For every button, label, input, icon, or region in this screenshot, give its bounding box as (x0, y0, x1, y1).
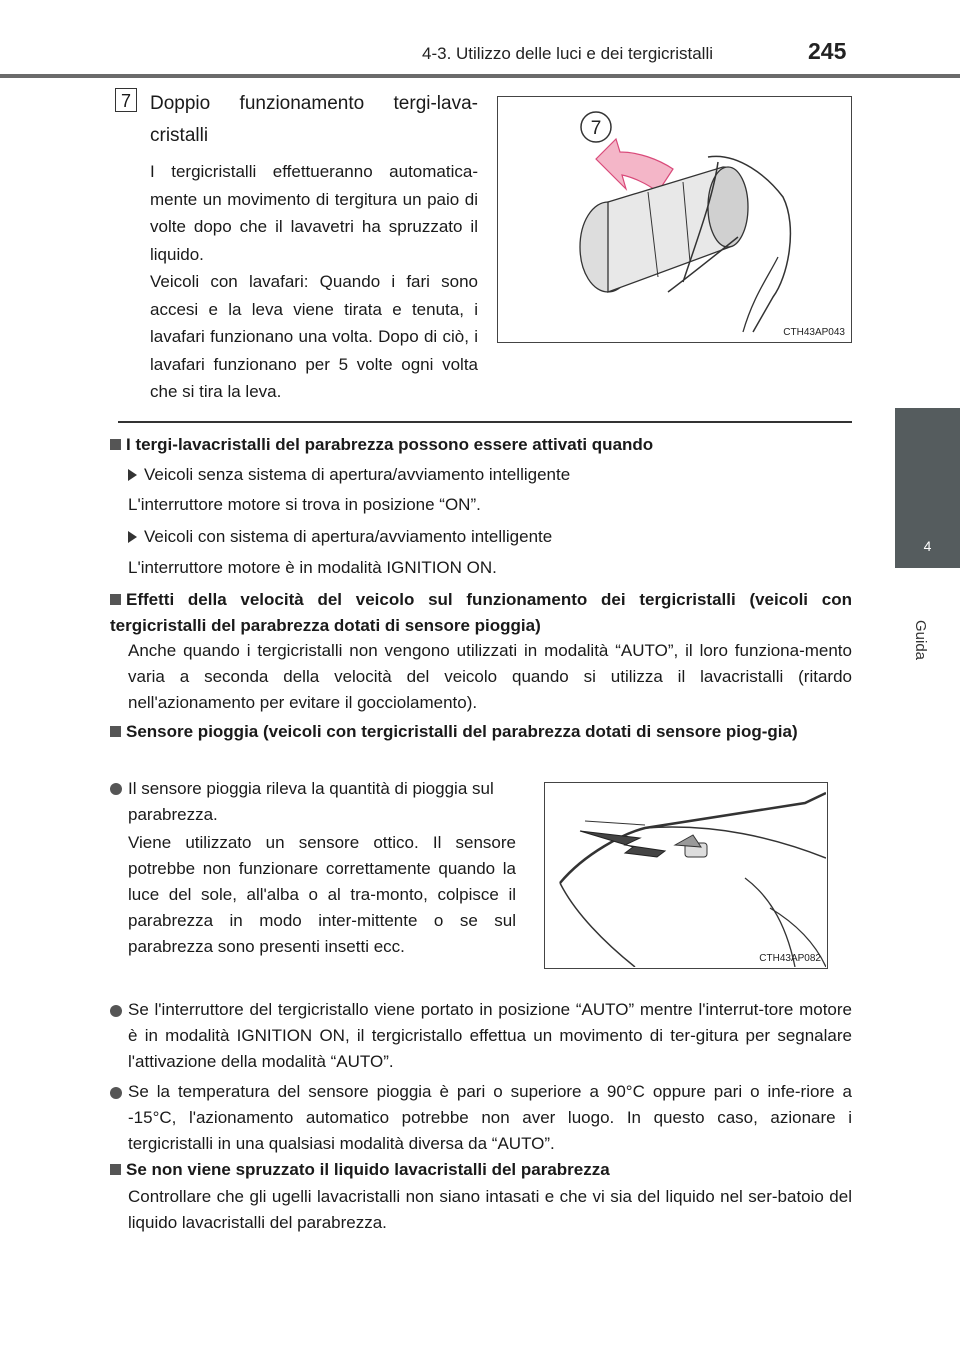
wiper-lever-illustration (498, 97, 850, 341)
body-text: Se la temperatura del sensore pioggia è pari o superiore a 90°C oppure pari o infe-riore a -15°C, l'azionamento automatico potrebbe non aver luogo. In questo caso, azionare i tergicristalli in una qualsiasi modalità diversa da “AUTO”. (128, 1082, 852, 1153)
chapter-number: 4 (923, 538, 932, 554)
body-text: Se l'interruttore del tergicristallo viene portato in posizione “AUTO” mentre l'interrut-tore motore è in modalità IGNITION ON, il tergicristallo effettua un movimento di ter-gitura per segnalare l'attivazione della modalità “AUTO”. (128, 1000, 852, 1071)
list-item: Veicoli senza sistema di apertura/avviamento intelligente (128, 462, 570, 488)
square-bullet-icon (110, 726, 121, 737)
section-title: 4-3. Utilizzo delle luci e dei tergicristalli (422, 44, 714, 63)
list-item: Veicoli con sistema di apertura/avviamento intelligente (128, 524, 552, 550)
body-text: Controllare che gli ugelli lavacristalli non siano intasati e che vi sia del liquido nel ser-batoio del liquido lavacristalli del parabrezza. (128, 1187, 852, 1232)
figure-callout-7: 7 (590, 118, 602, 139)
square-bullet-icon (110, 439, 121, 450)
step-paragraph-1: I tergicristalli effettueranno automatica-mente un movimento di tergitura un paio di volte dopo che il lavavetri ha spruzzato il liquido. (150, 162, 478, 264)
pull-arrow-icon (596, 139, 673, 192)
section-divider (118, 421, 852, 423)
square-bullet-icon (110, 594, 121, 605)
section-heading: Se non viene spruzzato il liquido lavacristalli del parabrezza (110, 1157, 852, 1183)
rain-sensor-figure (544, 782, 828, 969)
body-text: Anche quando i tergicristalli non vengono utilizzati in modalità “AUTO”, il loro funziona-mento varia a seconda della velocità del veicolo quando si utilizza il lavacristalli (ritardo nell'azionamento per evitare il gocciolamento). (128, 641, 852, 712)
round-bullet-icon (110, 1005, 122, 1017)
figure-code: CTH43AP082 (759, 953, 821, 964)
square-bullet-icon (110, 1164, 121, 1175)
round-bullet-icon (110, 1087, 122, 1099)
section-heading: Effetti della velocità del veicolo sul funzionamento dei tergicristalli (veicoli con tergicristalli del parabrezza dotati di sensore pioggia) (110, 590, 852, 635)
body-text: Il sensore pioggia rileva la quantità di pioggia sul parabrezza. (128, 779, 494, 824)
header-rule (0, 74, 960, 78)
triangle-bullet-icon (128, 531, 137, 543)
chapter-label-box (895, 600, 960, 661)
wiper-lever-figure (497, 96, 852, 343)
section-heading: Sensore pioggia (veicoli con tergicristalli del parabrezza dotati di sensore piog-gia) (110, 719, 852, 745)
body-text: Viene utilizzato un sensore ottico. Il sensore potrebbe non funzionare correttamente quando la luce del sole, all'alba o al tra-monto, colpisce il parabrezza in modo inter-mittente o se sul parabrezza sono presenti insetti ecc. (128, 833, 516, 956)
step-number-box: 7 (115, 88, 137, 112)
triangle-bullet-icon (128, 469, 137, 481)
body-text: L'interruttore motore si trova in posizione “ON”. (128, 495, 481, 514)
body-text: L'interruttore motore è in modalità IGNITION ON. (128, 558, 497, 577)
chapter-tab (895, 408, 960, 568)
windshield-illustration (545, 783, 826, 967)
figure-code: CTH43AP043 (783, 327, 845, 338)
section-heading: I tergi-lavacristalli del parabrezza possono essere attivati quando (110, 432, 852, 458)
chapter-label: Guida (912, 620, 929, 661)
page-number: 245 (808, 38, 847, 64)
step-paragraph-2: Veicoli con lavafari: Quando i fari sono accesi e la leva viene tirata e tenuta, i lavafari funzionano una volta. Dopo di ciò, i lavafari funzionano per 5 volte ogni volta che si tira la leva. (150, 272, 478, 401)
round-bullet-icon (110, 783, 122, 795)
step-title: Doppio funzionamento tergi-lava-cristalli (150, 93, 478, 146)
